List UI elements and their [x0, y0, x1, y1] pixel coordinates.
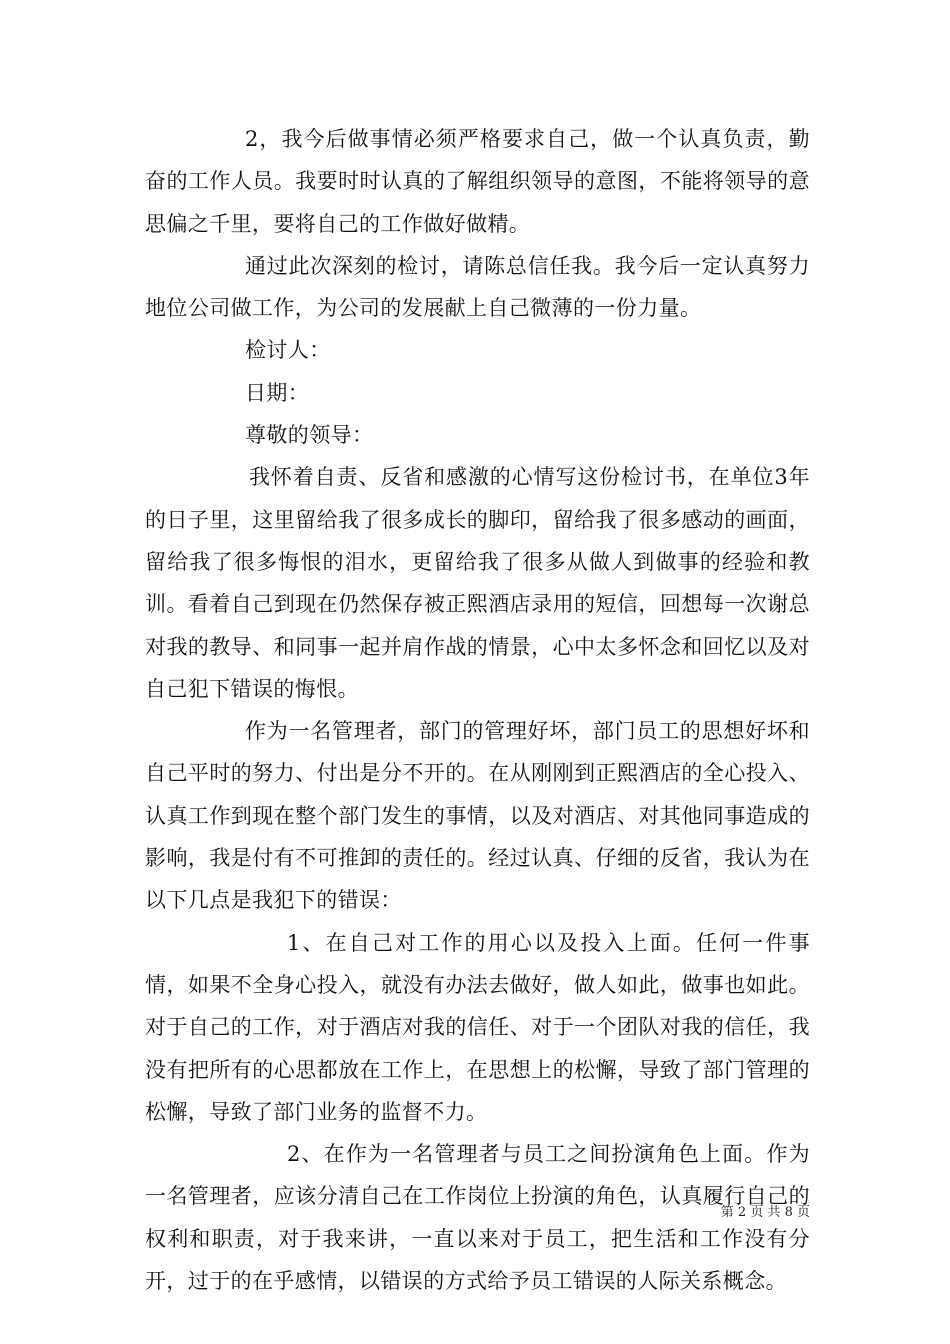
paragraph-introduction: 我怀着自责、反省和感激的心情写这份检讨书，在单位3年的日子里，这里留给我了很多成长的脚印，留给我了很多感动的画面，留给我了很多悔恨的泪水，更留给我了很多从做人到做事的经验和教训。看着自己到现在仍然保存被正熙酒店录用的短信，回想每一次谢总对我的教导、和同事一起并肩作战的情景，心中太多怀念和回忆以及对自己犯下错误的悔恨。	[145, 465, 810, 701]
paragraph-responsibility: 作为一名管理者，部门的管理好坏，部门员工的思想好坏和自己平时的努力、付出是分不开的。在从刚刚到正熙酒店的全心投入、认真工作到现在整个部门发生的事情，以及对酒店、对其他同事造成的影响，我是付有不可推卸的责任的。经过认真、仔细的反省，我认为在以下几点是我犯下的错误：	[145, 719, 810, 913]
paragraph-conclusion: 通过此次深刻的检讨，请陈总信任我。我今后一定认真努力地位公司做工作，为公司的发展献上自己微薄的一份力量。	[145, 253, 810, 321]
paragraph-commitment: 2，我今后做事情必须严格要求自己，做一个认真负责，勤奋的工作人员。我要时时认真的了解组织领导的意图，不能将领导的意思偏之千里，要将自己的工作做好做精。	[145, 127, 810, 236]
salutation: 尊敬的领导：	[245, 423, 374, 448]
document-body	[145, 118, 810, 1302]
paragraph-mistake-1: 1、在自己对工作的用心以及投入上面。任何一件事情，如果不全身心投入，就没有办法去做好，做人如此，做事也如此。对于自己的工作，对于酒店对我的信任、对于一个团队对我的信任，我没有把所有的心思都放在工作上，在思想上的松懈，导致了部门管理的松懈，导致了部门业务的监督不力。	[145, 930, 810, 1124]
paragraph-mistake-2: 2、在作为一名管理者与员工之间扮演角色上面。作为一名管理者，应该分清自己在工作岗位上扮演的角色，认真履行自己的权利和职责，对于我来讲，一直以来对于员工，把生活和工作没有分开，过于的在乎感情，以错误的方式给予员工错误的人际关系概念。	[145, 1142, 810, 1294]
signature-label: 检讨人：	[245, 338, 331, 363]
date-label: 日期：	[245, 380, 310, 405]
page-number-footer: 第 2 页 共 8 页	[720, 1205, 810, 1220]
